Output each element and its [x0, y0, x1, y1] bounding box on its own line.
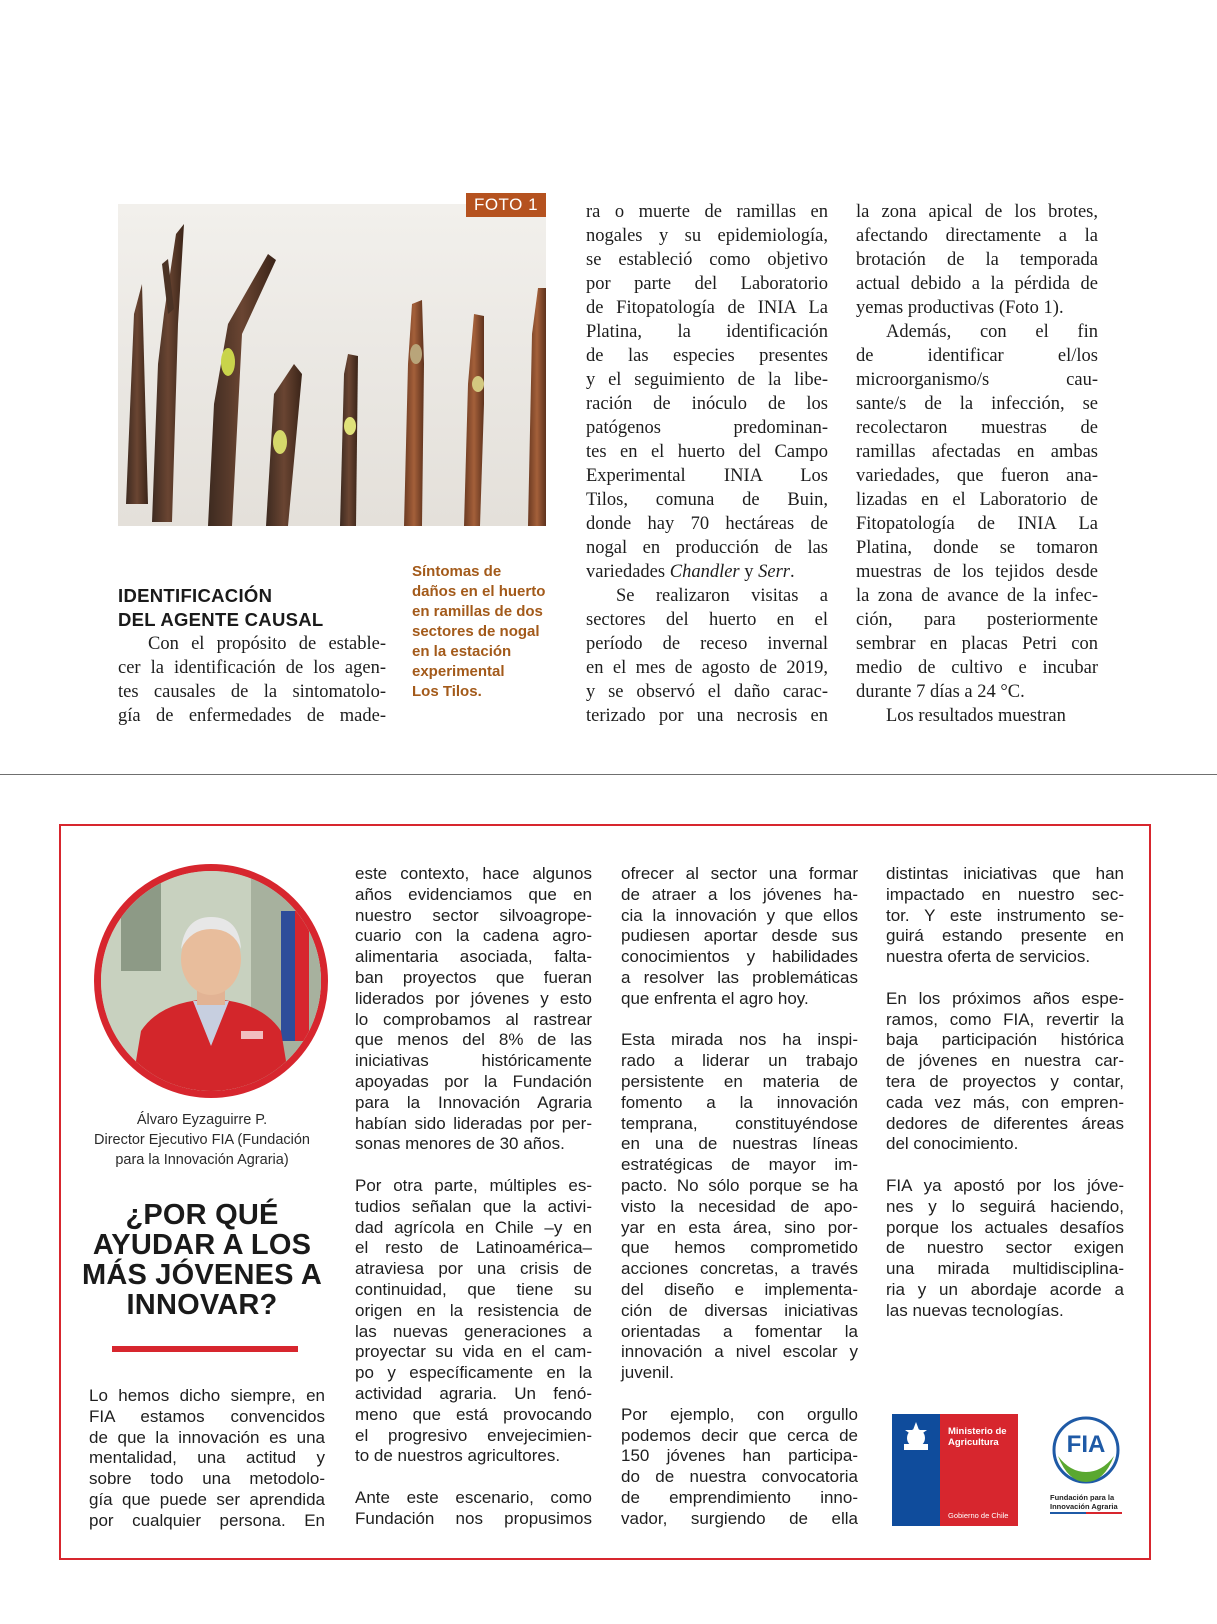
- article-column-3: la zona apical de los brotes, afectando directamente a la brotación de la temporada actual debido a la pérdida de yemas productivas (Foto 1). Además, con el fin de identificar el/los microorganismo/s cau- sante/s de la infección, se recolectaron muestras de ramillas afectadas en ambas variedades, que fueron ana- lizadas en el Laboratorio de Fitopatología de INIA La Platina, donde se tomaron muestras de los tejidos desde la zona de avance de la infec- ción, para posteriormente sembrar en placas Petri con medio de cultivo e incubar durante 7 días a 24 °C. Los resultados muestran: [856, 202, 1098, 726]
- paragraph: FIA ya apostó por los jóve- nes y lo seguirá haciendo, porque los actuales desafíos de nuestro sector exigen una mirada multidisciplina- ria y un abordaje acorde a las nuevas tecnologías.: [886, 1175, 1124, 1320]
- title-underline: [112, 1346, 298, 1352]
- interview-column-3: [621, 864, 858, 1550]
- ministry-of-agriculture-logo: [892, 1414, 1018, 1526]
- person-illustration: [101, 871, 321, 1091]
- ministry-name-line-1: Ministerio de: [948, 1426, 1007, 1437]
- photo-caption: Síntomas de daños en el huerto en ramillas de dos sectores de nogal en la estación experimental Los Tilos.: [412, 563, 546, 700]
- paragraph: Por ejemplo, con orgullo podemos decir que cerca de 150 jóvenes han participa- do de nuestra convocatoria de emprendimiento inno- vador, surgiendo de ella: [621, 1404, 858, 1528]
- paragraph: Esta mirada nos ha inspi- rado a liderar un trabajo persistente en materia de fomento a la innovación temprana, constituyéndose en una de nuestras líneas estratégicas de mayor im- pacto. No sólo porque se ha visto la necesidad de apo- yar en esta área, sino por- que hemos comprometido acciones concretas, a través del diseño e implementa- ción de diversas iniciativas orientadas a fomentar la innovación a nivel escolar y juvenil.: [621, 1030, 858, 1383]
- paragraph: ofrecer al sector una formar de atraer a los jóvenes ha- cia la innovación y que ellos pudiesen aportar desde sus conocimientos y habilidades a resolver las problemáticas que enfrenta el agro hoy.: [621, 864, 858, 1008]
- interview-column-2: [355, 864, 592, 1550]
- interview-column-1: [89, 1386, 325, 1552]
- article-column-2: ra o muerte de ramillas en nogales y su epidemiología, se estableció como objetivo por parte del Laboratorio de Fitopatología de INIA La Platina, la identificación de las especies presentes y el seguimiento de la libe- ración de inóculo de los patógenos predominan- tes en el huerto del Campo Experimental INIA Los Tilos, comuna de Buin, donde hay 70 hectáreas de nogal en producción de las variedades Chandler y Serr. Se realizaron visitas a sectores del huerto en el período de receso invernal en el mes de agosto de 2019, y se observó el daño carac- terizado por una necrosis en: [586, 202, 828, 726]
- article-column-1: Con el propósito de estable- cer la identificación de los agen- tes causales de la sintomatolo- gía de enfermedades de made-: [118, 634, 386, 726]
- paragraph: este contexto, hace algunos años evidenciamos que en nuestro sector silvoagrope- cuario con la cadena agro- alimentaria asociada, falta- ban proyectos que fueran liderados por jóvenes y esto lo comprobamos al rastrear que menos del 8% de las iniciativas históricamente apoyadas por la Fundación para la Innovación Agraria habían sido lideradas por per- sonas menores de 30 años.: [355, 864, 592, 1154]
- ministry-logo-graphic: [892, 1414, 1018, 1526]
- fia-name-line-1: Fundación para la: [1050, 1493, 1115, 1502]
- portrait-caption: Álvaro Eyzaguirre P. Director Ejecutivo FIA (Fundación para la Innovación Agraria): [94, 1112, 310, 1168]
- fia-logo-graphic: [1048, 1416, 1124, 1516]
- paragraph: Por otra parte, múltiples es- tudios señalan que la activi- dad agrícola en Chile –y en el resto de Latinoamérica– atraviesa por una crisis de continuidad, que tiene su origen en la resistencia de las nuevas generaciones a proyectar su vida en el cam- po y específicamente en la actividad agraria. Un fenó- meno que está provocando el progresivo envejecimien- to de nuestros agricultores.: [355, 1175, 592, 1466]
- photo-number-badge: FOTO 1: [466, 193, 546, 217]
- interview-title: ¿POR QUÉ AYUDAR A LOS MÁS JÓVENES A INNOVAR?: [81, 1199, 323, 1321]
- section-heading: IDENTIFICACIÓN DEL AGENTE CAUSAL: [118, 585, 324, 630]
- portrait-photo: [94, 864, 328, 1098]
- ministry-name-line-2: Agricultura: [948, 1437, 999, 1448]
- twigs-illustration: [118, 204, 546, 526]
- paragraph: Ante este escenario, como Fundación nos propusimos: [355, 1487, 592, 1528]
- fia-acronym: FIA: [1066, 1431, 1106, 1458]
- ministry-footer: Gobierno de Chile: [948, 1511, 1009, 1520]
- fia-name-line-2: Innovación Agraria: [1050, 1502, 1118, 1511]
- page-divider: [0, 774, 1217, 775]
- fia-logo: [1048, 1416, 1124, 1516]
- walnut-twigs-photo: [118, 204, 546, 526]
- interview-column-4: [886, 864, 1124, 1342]
- paragraph: En los próximos años espe- ramos, como FIA, revertir la baja participación histórica de jóvenes en nuestra car- tera de proyectos y contar, cada vez más, con empren- dedores de diferentes áreas del conocimiento.: [886, 988, 1124, 1154]
- paragraph: Lo hemos dicho siempre, en FIA estamos convencidos de que la innovación es una mentalidad, una actitud y sobre todo una metodolo- gía que puede ser aprendida por cualquier persona. En: [89, 1386, 325, 1530]
- paragraph: distintas iniciativas que han impactado en nuestro sec- tor. Y este instrumento se- guirá estando presente en nuestra oferta de servicios.: [886, 864, 1124, 967]
